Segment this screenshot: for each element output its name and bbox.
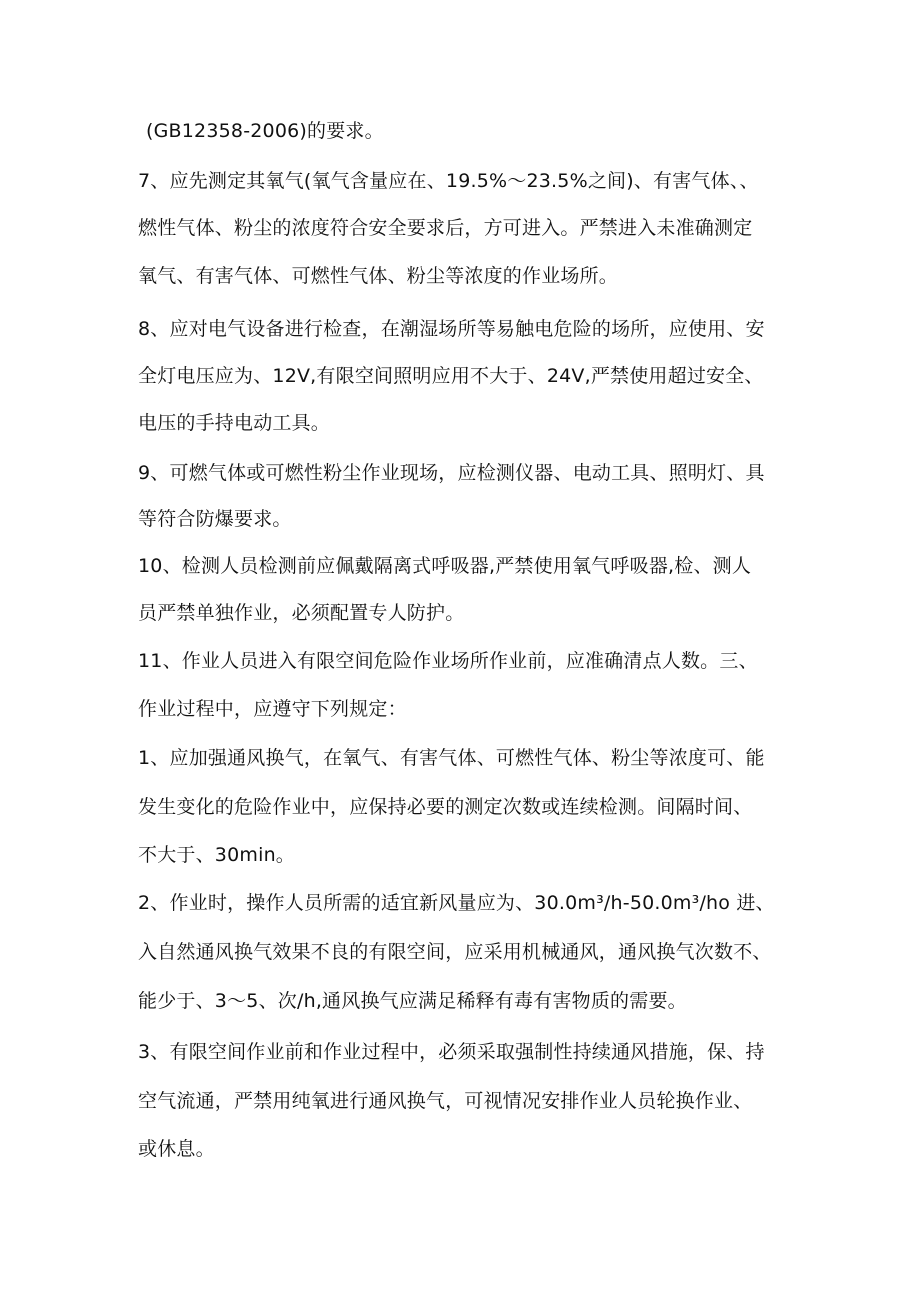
text-line: 全灯电压应为、12V,有限空间照明应用不大于、24V,严禁使用超过安全、	[138, 365, 764, 387]
text-line: 电压的手持电动工具。	[138, 412, 331, 434]
text-line: 3、有限空间作业前和作业过程中，必须采取强制性持续通风措施，保、持	[138, 1041, 765, 1063]
text-line: 或休息。	[138, 1138, 215, 1160]
text-line: 员严禁单独作业，必须配置专人防护。	[138, 602, 465, 624]
text-line: 空气流通，严禁用纯氧进行通风换气，可视情况安排作业人员轮换作业、	[138, 1090, 753, 1112]
text-line: 2、作业时，操作人员所需的适宜新风量应为、30.0m³/h-50.0m³/ho 进、	[138, 892, 775, 914]
text-line: 发生变化的危险作业中，应保持必要的测定次数或连续检测。间隔时间、	[138, 796, 753, 818]
text-line: (GB12358-2006)的要求。	[146, 120, 384, 142]
text-line: 作业过程中，应遵守下列规定：	[138, 698, 407, 720]
text-line: 不大于、30min。	[138, 844, 296, 866]
text-line: 11、作业人员进入有限空间危险作业场所作业前，应准确清点人数。三、	[138, 650, 758, 672]
text-line: 9、可燃气体或可燃性粉尘作业现场，应检测仪器、电动工具、照明灯、具	[138, 462, 765, 484]
text-line: 燃性气体、粉尘的浓度符合安全要求后，方可进入。严禁进入未准确测定	[138, 217, 753, 239]
text-line: 等符合防爆要求。	[138, 508, 292, 530]
text-line: 10、检测人员检测前应佩戴隔离式呼吸器,严禁使用氧气呼吸器,检、测人	[138, 555, 752, 577]
text-line: 8、应对电气设备进行检查，在潮湿场所等易触电危险的场所，应使用、安	[138, 318, 765, 340]
text-line: 氧气、有害气体、可燃性气体、粉尘等浓度的作业场所。	[138, 265, 619, 287]
text-line: 7、应先测定其氧气(氧气含量应在、19.5%～23.5%之间)、有害气体、、	[138, 170, 759, 192]
text-line: 能少于、3～5、次/h,通风换气应满足稀释有毒有害物质的需要。	[138, 990, 687, 1012]
text-line: 入自然通风换气效果不良的有限空间，应采用机械通风，通风换气次数不、	[138, 941, 772, 963]
text-line: 1、应加强通风换气，在氧气、有害气体、可燃性气体、粉尘等浓度可、能	[138, 747, 765, 769]
